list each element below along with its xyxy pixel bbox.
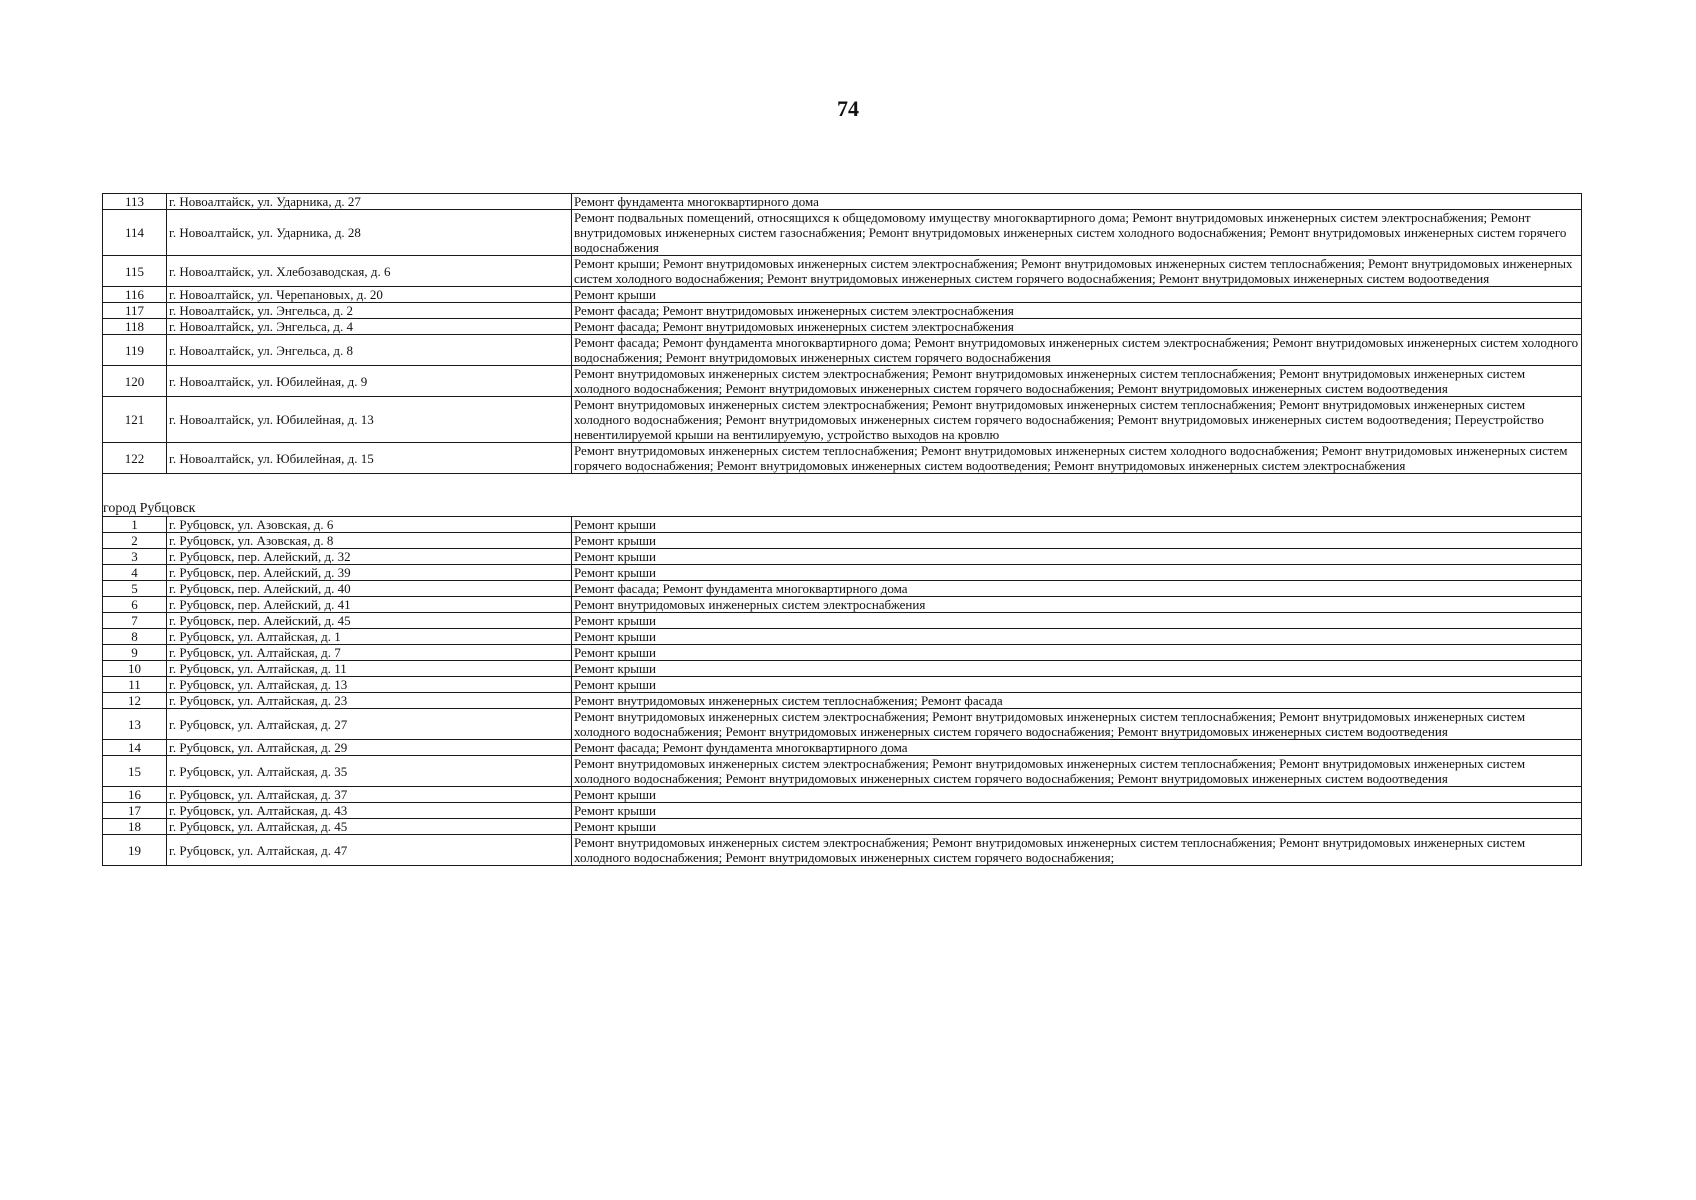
address-cell: г. Новоалтайск, ул. Юбилейная, д. 13	[167, 397, 572, 443]
address-cell: г. Рубцовск, ул. Алтайская, д. 11	[167, 661, 572, 677]
address-cell: г. Рубцовск, пер. Алейский, д. 45	[167, 613, 572, 629]
address-cell: г. Рубцовск, ул. Алтайская, д. 27	[167, 709, 572, 740]
works-cell: Ремонт внутридомовых инженерных систем электроснабжения; Ремонт внутридомовых инженерных систем теплоснабжения; Ремонт внутридомовых инженерных систем холодного водоснабжения; Ремонт внутридомовых инженерных систем горячего водоснабжения; Ремонт внутридомовых инженерных систем водоотведения	[572, 366, 1582, 397]
address-cell: г. Рубцовск, ул. Азовская, д. 8	[167, 533, 572, 549]
row-number: 10	[103, 661, 167, 677]
table-row	[103, 597, 1582, 613]
table-row	[103, 835, 1582, 866]
works-cell: Ремонт крыши	[572, 565, 1582, 581]
address-cell: г. Новоалтайск, ул. Хлебозаводская, д. 6	[167, 256, 572, 287]
row-number: 12	[103, 693, 167, 709]
works-cell: Ремонт фасада; Ремонт фундамента многоквартирного дома	[572, 581, 1582, 597]
repair-program-table	[102, 193, 1582, 866]
row-number: 4	[103, 565, 167, 581]
works-cell: Ремонт крыши	[572, 803, 1582, 819]
works-cell: Ремонт внутридомовых инженерных систем теплоснабжения; Ремонт фасада	[572, 693, 1582, 709]
table-row	[103, 629, 1582, 645]
works-cell: Ремонт крыши	[572, 661, 1582, 677]
row-number: 5	[103, 581, 167, 597]
row-number: 116	[103, 287, 167, 303]
works-cell: Ремонт крыши	[572, 517, 1582, 533]
table-row	[103, 787, 1582, 803]
table-row	[103, 533, 1582, 549]
row-number: 120	[103, 366, 167, 397]
address-cell: г. Рубцовск, пер. Алейский, д. 40	[167, 581, 572, 597]
address-cell: г. Новоалтайск, ул. Энгельса, д. 2	[167, 303, 572, 319]
table-row	[103, 319, 1582, 335]
table-row	[103, 613, 1582, 629]
address-cell: г. Новоалтайск, ул. Энгельса, д. 8	[167, 335, 572, 366]
works-cell: Ремонт фасада; Ремонт внутридомовых инженерных систем электроснабжения	[572, 319, 1582, 335]
table-row	[103, 194, 1582, 210]
address-cell: г. Новоалтайск, ул. Юбилейная, д. 15	[167, 443, 572, 474]
address-cell: г. Новоалтайск, ул. Черепановых, д. 20	[167, 287, 572, 303]
table-row	[103, 661, 1582, 677]
row-number: 121	[103, 397, 167, 443]
address-cell: г. Рубцовск, ул. Алтайская, д. 35	[167, 756, 572, 787]
row-number: 117	[103, 303, 167, 319]
address-cell: г. Новоалтайск, ул. Ударника, д. 28	[167, 210, 572, 256]
works-cell: Ремонт подвальных помещений, относящихся к общедомовому имуществу многоквартирного дома; Ремонт внутридомовых инженерных систем электроснабжения; Ремонт внутридомовых инженерных систем газоснабжения; Ремонт внутридомовых инженерных систем холодного водоснабжения; Ремонт внутридомовых инженерных систем горячего водоснабжения	[572, 210, 1582, 256]
row-number: 18	[103, 819, 167, 835]
table-row	[103, 709, 1582, 740]
works-cell: Ремонт крыши; Ремонт внутридомовых инженерных систем электроснабжения; Ремонт внутридомовых инженерных систем теплоснабжения; Ремонт внутридомовых инженерных систем холодного водоснабжения; Ремонт внутридомовых инженерных систем горячего водоснабжения; Ремонт внутридомовых инженерных систем водоотведения	[572, 256, 1582, 287]
works-cell: Ремонт внутридомовых инженерных систем электроснабжения; Ремонт внутридомовых инженерных систем теплоснабжения; Ремонт внутридомовых инженерных систем холодного водоснабжения; Ремонт внутридомовых инженерных систем горячего водоснабжения; Ремонт внутридомовых инженерных систем водоотведения; Переустройство невентилируемой крыши на вентилируемую, устройство выходов на кровлю	[572, 397, 1582, 443]
section-title: город Рубцовск	[103, 474, 1582, 517]
row-number: 115	[103, 256, 167, 287]
row-number: 1	[103, 517, 167, 533]
address-cell: г. Рубцовск, пер. Алейский, д. 41	[167, 597, 572, 613]
works-cell: Ремонт крыши	[572, 613, 1582, 629]
address-cell: г. Рубцовск, ул. Алтайская, д. 1	[167, 629, 572, 645]
works-cell: Ремонт фасада; Ремонт фундамента многоквартирного дома	[572, 740, 1582, 756]
address-cell: г. Рубцовск, ул. Алтайская, д. 47	[167, 835, 572, 866]
row-number: 17	[103, 803, 167, 819]
row-number: 2	[103, 533, 167, 549]
works-cell: Ремонт фундамента многоквартирного дома	[572, 194, 1582, 210]
page-number: 74	[837, 96, 859, 121]
works-cell: Ремонт крыши	[572, 549, 1582, 565]
address-cell: г. Новоалтайск, ул. Ударника, д. 27	[167, 194, 572, 210]
table-row	[103, 581, 1582, 597]
table-row	[103, 397, 1582, 443]
address-cell: г. Рубцовск, ул. Алтайская, д. 43	[167, 803, 572, 819]
row-number: 3	[103, 549, 167, 565]
address-cell: г. Новоалтайск, ул. Юбилейная, д. 9	[167, 366, 572, 397]
works-cell: Ремонт внутридомовых инженерных систем электроснабжения; Ремонт внутридомовых инженерных систем теплоснабжения; Ремонт внутридомовых инженерных систем холодного водоснабжения; Ремонт внутридомовых инженерных систем горячего водоснабжения;	[572, 835, 1582, 866]
address-cell: г. Новоалтайск, ул. Энгельса, д. 4	[167, 319, 572, 335]
table-row	[103, 335, 1582, 366]
table-row	[103, 819, 1582, 835]
row-number: 122	[103, 443, 167, 474]
works-cell: Ремонт внутридомовых инженерных систем теплоснабжения; Ремонт внутридомовых инженерных систем холодного водоснабжения; Ремонт внутридомовых инженерных систем горячего водоснабжения; Ремонт внутридомовых инженерных систем водоотведения; Ремонт внутридомовых инженерных систем электроснабжения	[572, 443, 1582, 474]
address-cell: г. Рубцовск, ул. Азовская, д. 6	[167, 517, 572, 533]
address-cell: г. Рубцовск, ул. Алтайская, д. 13	[167, 677, 572, 693]
row-number: 8	[103, 629, 167, 645]
table-row	[103, 303, 1582, 319]
row-number: 19	[103, 835, 167, 866]
section-header-row	[103, 474, 1582, 517]
table-row	[103, 565, 1582, 581]
row-number: 6	[103, 597, 167, 613]
address-cell: г. Рубцовск, пер. Алейский, д. 32	[167, 549, 572, 565]
row-number: 119	[103, 335, 167, 366]
works-cell: Ремонт крыши	[572, 819, 1582, 835]
works-cell: Ремонт внутридомовых инженерных систем электроснабжения	[572, 597, 1582, 613]
works-cell: Ремонт фасада; Ремонт фундамента многоквартирного дома; Ремонт внутридомовых инженерных систем электроснабжения; Ремонт внутридомовых инженерных систем холодного водоснабжения; Ремонт внутридомовых инженерных систем горячего водоснабжения	[572, 335, 1582, 366]
works-cell: Ремонт крыши	[572, 629, 1582, 645]
row-number: 114	[103, 210, 167, 256]
table-row	[103, 517, 1582, 533]
works-cell: Ремонт крыши	[572, 645, 1582, 661]
address-cell: г. Рубцовск, ул. Алтайская, д. 45	[167, 819, 572, 835]
table-row	[103, 803, 1582, 819]
table-row	[103, 366, 1582, 397]
table-row	[103, 645, 1582, 661]
table-row	[103, 693, 1582, 709]
row-number: 16	[103, 787, 167, 803]
table-row	[103, 210, 1582, 256]
table-row	[103, 740, 1582, 756]
table-row	[103, 549, 1582, 565]
row-number: 118	[103, 319, 167, 335]
table-row	[103, 756, 1582, 787]
table-row	[103, 443, 1582, 474]
works-cell: Ремонт крыши	[572, 533, 1582, 549]
address-cell: г. Рубцовск, пер. Алейский, д. 39	[167, 565, 572, 581]
address-cell: г. Рубцовск, ул. Алтайская, д. 7	[167, 645, 572, 661]
works-cell: Ремонт крыши	[572, 787, 1582, 803]
row-number: 113	[103, 194, 167, 210]
row-number: 7	[103, 613, 167, 629]
table-body	[103, 194, 1582, 866]
works-cell: Ремонт внутридомовых инженерных систем электроснабжения; Ремонт внутридомовых инженерных систем теплоснабжения; Ремонт внутридомовых инженерных систем холодного водоснабжения; Ремонт внутридомовых инженерных систем горячего водоснабжения; Ремонт внутридомовых инженерных систем водоотведения	[572, 756, 1582, 787]
row-number: 14	[103, 740, 167, 756]
address-cell: г. Рубцовск, ул. Алтайская, д. 37	[167, 787, 572, 803]
table-row	[103, 256, 1582, 287]
row-number: 11	[103, 677, 167, 693]
address-cell: г. Рубцовск, ул. Алтайская, д. 29	[167, 740, 572, 756]
works-cell: Ремонт внутридомовых инженерных систем электроснабжения; Ремонт внутридомовых инженерных систем теплоснабжения; Ремонт внутридомовых инженерных систем холодного водоснабжения; Ремонт внутридомовых инженерных систем горячего водоснабжения; Ремонт внутридомовых инженерных систем водоотведения	[572, 709, 1582, 740]
works-cell: Ремонт крыши	[572, 287, 1582, 303]
table-row	[103, 287, 1582, 303]
row-number: 9	[103, 645, 167, 661]
works-cell: Ремонт крыши	[572, 677, 1582, 693]
works-cell: Ремонт фасада; Ремонт внутридомовых инженерных систем электроснабжения	[572, 303, 1582, 319]
table-row	[103, 677, 1582, 693]
address-cell: г. Рубцовск, ул. Алтайская, д. 23	[167, 693, 572, 709]
row-number: 15	[103, 756, 167, 787]
row-number: 13	[103, 709, 167, 740]
